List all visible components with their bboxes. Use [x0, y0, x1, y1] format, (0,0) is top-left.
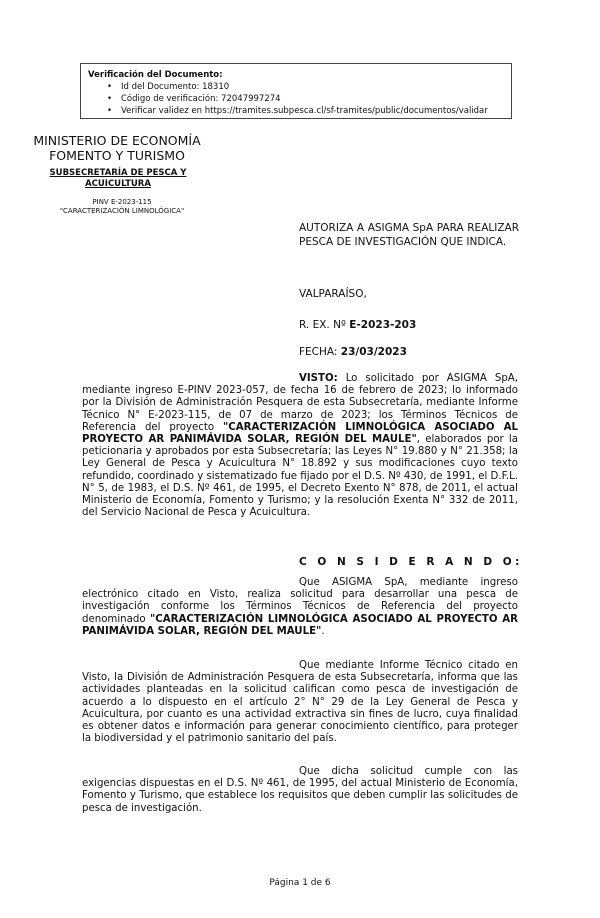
- visto-text-b: , elaborados por la peticionaria y aprobados por esta Subsecretaría; las Leyes N° 19.880 y N° 21.358; la Ley General de Pesca y Acuicultura N° 18.892 y sus modificaciones cuyo texto refundido, coordinado y sistematizado fue fijado por el D.S. Nº 430, de 1991, el D.F.L. N° 5, de 1983, el D.S. Nº 461, de 1995, el Decreto Exento N° 878, de 2011, el actual Ministerio de Economía, Fomento y Turismo; y la resolución Exenta N° 332 de 2011, del Servicio Nacional de Pesca y Acuicultura.: [82, 434, 518, 519]
- considerando-p1-end: .: [321, 625, 325, 637]
- rex-number: E-2023-203: [349, 319, 417, 331]
- date-value: 23/03/2023: [340, 346, 407, 358]
- considerando-paragraph-1: [82, 577, 518, 638]
- considerando-heading: C O N S I D E R A N D O:: [299, 556, 523, 568]
- resolution-date: [299, 346, 407, 359]
- ministry-line-2: FOMENTO Y TURISMO: [49, 148, 185, 163]
- verification-url[interactable]: • Verificar validez en https://tramites.subpesca.cl/sf-tramites/public/documentos/validar: [121, 105, 505, 117]
- verification-code: • Código de verificación: 72047997274: [121, 93, 505, 105]
- considerando-paragraph-3: [82, 766, 518, 815]
- visto-project-name: "CARACTERIZACIÓN LIMNOLÓGICA ASOCIADO AL PROYECTO AR PANIMÁVIDA SOLAR, REGIÓN DEL MAULE": [82, 421, 518, 446]
- document-title: AUTORIZA A ASIGMA SpA PARA REALIZAR PESCA DE INVESTIGACIÓN QUE INDICA.: [299, 222, 519, 248]
- verification-title: Verificación del Documento:: [88, 70, 223, 80]
- visto-text-a: Lo solicitado por ASIGMA SpA, mediante ingreso E-PINV 2023-057, de fecha 16 de febrero de 2023; lo informado por la División de Administración Pesquera de esta Subsecretaría, mediante Informe Técnico N° E-2023-115, de 07 de marzo de 2023; los Términos Técnicos de Referencia del proyecto: [82, 373, 518, 433]
- place-label: VALPARAÍSO,: [299, 288, 367, 300]
- considerando-paragraph-2: [82, 660, 518, 745]
- rex-label: R. EX. Nº: [299, 319, 346, 331]
- considerando-p1-project: "CARACTERIZACIÓN LIMNOLÓGICA ASOCIADO AL PROYECTO AR PANIMÁVIDA SOLAR, REGIÓN DEL MAULE": [82, 613, 518, 637]
- verification-box: [80, 63, 512, 119]
- verification-list: [88, 81, 505, 117]
- date-label: FECHA:: [299, 346, 338, 358]
- reference-code: PINV E-2023-115 "CARACTERIZACIÓN LIMNOLÓGICA": [59, 198, 185, 215]
- page-number: Página 1 de 6: [269, 878, 331, 888]
- visto-paragraph: [82, 373, 518, 519]
- resolution-number: [299, 319, 416, 332]
- ministry-name: [27, 133, 207, 163]
- considerando-p3-text: Que dicha solicitud cumple con las exigencias dispuestas en el D.S. Nº 461, de 1995, del actual Ministerio de Economía, Fomento y Turismo, que establece los requisitos que deben cumplir las solicitudes de pesca de investigación.: [82, 766, 518, 814]
- ministry-line-1: MINISTERIO DE ECONOMÍA: [33, 133, 201, 148]
- verification-id: • Id del Documento: 18310: [121, 81, 505, 93]
- considerando-p2-text: Que mediante Informe Técnico citado en Visto, la División de Administración Pesquera de esta Subsecretaría, informa que las actividades planteadas en la solicitud califican como pesca de investigación de acuerdo a lo dispuesto en el artículo 2° N° 29 de la Ley General de Pesca y Acuicultura, por cuanto es una actividad extractiva sin fines de lucro, cuya finalidad es obtener datos e información para generar conocimiento científico, para proteger la biodiversidad y el patrimonio sanitario del país.: [82, 660, 518, 745]
- subsecretaria-name: SUBSECRETARÍA DE PESCA Y ACUICULTURA: [49, 168, 187, 189]
- visto-label: VISTO:: [299, 373, 338, 384]
- considerando-p1-text: Que ASIGMA SpA, mediante ingreso electrónico citado en Visto, realiza solicitud para desarrollar una pesca de investigación conforme los Términos Técnicos de Referencia del proyecto denominado: [82, 577, 518, 625]
